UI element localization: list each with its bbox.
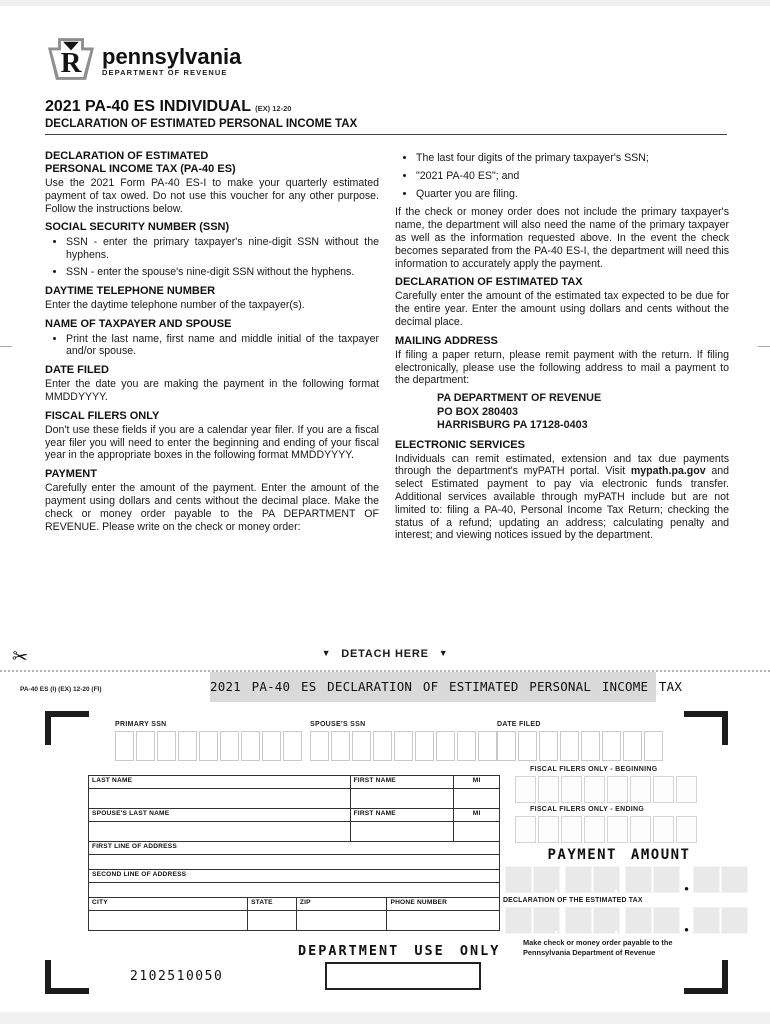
page-edge-top xyxy=(0,0,770,6)
instructions xyxy=(45,150,729,548)
mi-input[interactable] xyxy=(454,789,499,808)
page-edge-bottom xyxy=(0,1012,770,1024)
date-filed-field xyxy=(497,721,663,761)
last-name-label: LAST NAME xyxy=(89,776,351,788)
fiscal-beginning-label: FISCAL FILERS ONLY - BEGINNING xyxy=(530,766,658,773)
primary-ssn-boxes[interactable] xyxy=(115,731,302,761)
phone-input[interactable] xyxy=(387,911,499,930)
instructions-left-column xyxy=(45,150,379,548)
name-address-table xyxy=(88,775,500,931)
corner-bracket-top-right xyxy=(684,711,728,745)
instructions-right-column xyxy=(395,150,729,548)
pa-keystone-logo xyxy=(48,38,94,85)
spouse-first-name-input[interactable] xyxy=(351,822,455,841)
date-filed-label: DATE FILED xyxy=(497,721,541,728)
address-line: HARRISBURG PA 17128-0403 xyxy=(437,419,588,432)
section-heading: DECLARATION OF ESTIMATED TAX xyxy=(395,276,583,289)
section-body: If the check or money order does not include the primary taxpayer's name, the department will also need the name of the primary taxpayer as well as the information requested above. In the event the check becomes separated from the PA-40 ES-I, the department will need this information to accurately apply the payment. xyxy=(395,206,729,270)
address2-input[interactable] xyxy=(89,883,499,897)
address-line: PO BOX 280403 xyxy=(437,405,519,418)
spouse-last-name-label: SPOUSE'S LAST NAME xyxy=(89,809,351,821)
department-use-only-label: DEPARTMENT USE ONLY xyxy=(298,943,501,959)
section-heading: NAME OF TAXPAYER AND SPOUSE xyxy=(45,317,232,330)
address1-input[interactable] xyxy=(89,855,499,869)
down-arrow-icon: ▼ xyxy=(438,648,449,658)
section-heading: PAYMENT xyxy=(45,468,97,481)
spouse-ssn-label: SPOUSE'S SSN xyxy=(310,721,366,728)
fiscal-beginning-field xyxy=(515,766,697,803)
section-heading: PERSONAL INCOME TAX (PA-40 ES) xyxy=(45,163,236,175)
payment-amount-field xyxy=(505,866,748,893)
fiscal-ending-label: FISCAL FILERS ONLY - ENDING xyxy=(530,806,645,813)
corner-bracket-bottom-right xyxy=(684,960,728,994)
primary-ssn-field xyxy=(115,721,302,761)
spouse-mi-label: MI xyxy=(472,810,481,817)
svg-text:R: R xyxy=(60,46,82,79)
body-text: and select Estimated payment to pay via electronic funds transfer. Additional services available through myPATH include but are not limited to: filing a PA-40, Personal Income Tax Return; checking the status of a refund; updating an address; calculating penalty and interest; and viewing notices issued by the department. xyxy=(395,465,730,542)
address2-label: SECOND LINE OF ADDRESS xyxy=(92,871,187,878)
declaration-label: DECLARATION OF THE ESTIMATED TAX xyxy=(503,897,643,904)
bullet-item: • Quarter you are filing. xyxy=(416,188,729,201)
section-heading: DECLARATION OF ESTIMATED xyxy=(45,150,209,162)
city-input[interactable] xyxy=(89,911,248,930)
last-name-input[interactable] xyxy=(89,789,351,808)
section-body: Carefully enter the amount of the payment. Enter the amount of the payment using dollars and cents without the decimal place. Make the check or money order payable to the PA DEPARTMENT OF REVENUE. Please write on the check or money order: xyxy=(45,482,379,533)
section-body xyxy=(395,453,729,543)
document-subtitle: DECLARATION OF ESTIMATED PERSONAL INCOME TAX xyxy=(45,118,358,130)
payment-amount-label: PAYMENT AMOUNT xyxy=(547,847,691,863)
declaration-amount-boxes[interactable] xyxy=(505,907,748,934)
first-name-input[interactable] xyxy=(351,789,455,808)
section-heading: MAILING ADDRESS xyxy=(395,334,498,347)
city-label: CITY xyxy=(89,898,248,910)
spouse-ssn-boxes[interactable] xyxy=(310,731,497,761)
section-body: Enter the daytime telephone number of the taxpayer(s). xyxy=(45,298,305,311)
voucher-title-banner: 2021 PA-40 ES DECLARATION OF ESTIMATED PERSONAL INCOME TAX xyxy=(210,672,656,702)
body-text: Individuals can remit estimated, extension and tax due payments through the department's myPATH portal. Visit xyxy=(395,452,729,478)
fiscal-ending-boxes[interactable] xyxy=(515,816,697,843)
state-input[interactable] xyxy=(248,911,297,930)
voucher-form-number: 2102510050 xyxy=(130,969,224,984)
detach-here-label xyxy=(0,648,770,660)
section-body: Enter the date you are making the payment in the following format MMDDYYYY. xyxy=(45,378,379,403)
section-heading: ELECTRONIC SERVICES xyxy=(395,438,525,451)
declaration-amount-field xyxy=(505,907,748,934)
section-body: If filing a paper return, please remit payment with the return. If filing electronically, please use the following address to mail a payment to the department: xyxy=(395,348,729,387)
brand-name: pennsylvania xyxy=(102,43,242,69)
fiscal-beginning-boxes[interactable] xyxy=(515,776,697,803)
section-body: Carefully enter the amount of the estimated tax expected to be due for the entire year. Enter the amount using dollars and cents without the decimal place. xyxy=(395,290,729,328)
spouse-last-name-input[interactable] xyxy=(89,822,351,841)
scissors-icon: ✂ xyxy=(10,645,30,670)
mailing-address xyxy=(437,392,729,433)
spouse-first-name-label: FIRST NAME xyxy=(351,809,455,821)
address1-label: FIRST LINE OF ADDRESS xyxy=(92,843,177,850)
primary-ssn-label: PRIMARY SSN xyxy=(115,721,167,728)
document-title-note: (EX) 12-20 xyxy=(255,104,292,113)
section-heading: FISCAL FILERS ONLY xyxy=(45,409,160,422)
zip-label: ZIP xyxy=(297,898,388,910)
document-title-text: 2021 PA-40 ES INDIVIDUAL xyxy=(45,98,251,115)
corner-bracket-top-left xyxy=(45,711,89,745)
fold-mark-left xyxy=(0,346,12,347)
bullet-item: • The last four digits of the primary taxpayer's SSN; xyxy=(416,152,729,165)
spouse-ssn-field xyxy=(310,721,497,761)
spouse-mi-input[interactable] xyxy=(454,822,499,841)
form-code: PA-40 ES (I) (EX) 12-20 (FI) xyxy=(20,686,102,693)
mypath-url: mypath.pa.gov xyxy=(630,465,706,478)
bullet-item: • SSN - enter the spouse's nine-digit SSN without the hyphens. xyxy=(66,266,379,279)
section-body: Use the 2021 Form PA-40 ES-I to make your quarterly estimated payment of tax owed. Do not use this voucher for any other purpose. Follow the instructions below. xyxy=(45,177,379,215)
state-label: STATE xyxy=(248,898,297,910)
fiscal-ending-field xyxy=(515,806,697,843)
section-heading: SOCIAL SECURITY NUMBER (SSN) xyxy=(45,221,230,234)
mi-label: MI xyxy=(472,777,481,784)
header-divider xyxy=(45,134,727,135)
down-arrow-icon: ▼ xyxy=(321,648,332,658)
first-name-label: FIRST NAME xyxy=(351,776,455,788)
check-payable-note: Make check or money order payable to the Pennsylvania Department of Revenue xyxy=(523,938,673,958)
form-header xyxy=(48,38,241,85)
department-use-box xyxy=(325,962,481,990)
bullet-item: • SSN - enter the primary taxpayer's nine-digit SSN without the hyphens. xyxy=(66,236,379,262)
fold-mark-right xyxy=(758,346,770,347)
phone-label: PHONE NUMBER xyxy=(390,899,448,906)
corner-bracket-bottom-left xyxy=(45,960,89,994)
section-heading: DAYTIME TELEPHONE NUMBER xyxy=(45,284,216,297)
brand-subtitle: DEPARTMENT OF REVENUE xyxy=(102,67,228,77)
bullet-item: • "2021 PA-40 ES"; and xyxy=(416,170,729,183)
detach-text: DETACH HERE xyxy=(341,648,429,660)
date-filed-boxes[interactable] xyxy=(497,731,663,761)
document-title xyxy=(45,98,291,116)
payment-amount-boxes[interactable] xyxy=(505,866,748,893)
address-line: PA DEPARTMENT OF REVENUE xyxy=(437,392,602,405)
section-heading: DATE FILED xyxy=(45,364,109,377)
bullet-item: • Print the last name, first name and middle initial of the taxpayer and/or spouse. xyxy=(66,333,379,359)
section-body: Don't use these fields if you are a calendar year filer. If you are a fiscal year filer you will need to enter the beginning and ending of your fiscal year in the appropriate boxes in the following format MMDDYYYY. xyxy=(45,423,379,462)
zip-input[interactable] xyxy=(297,911,388,930)
